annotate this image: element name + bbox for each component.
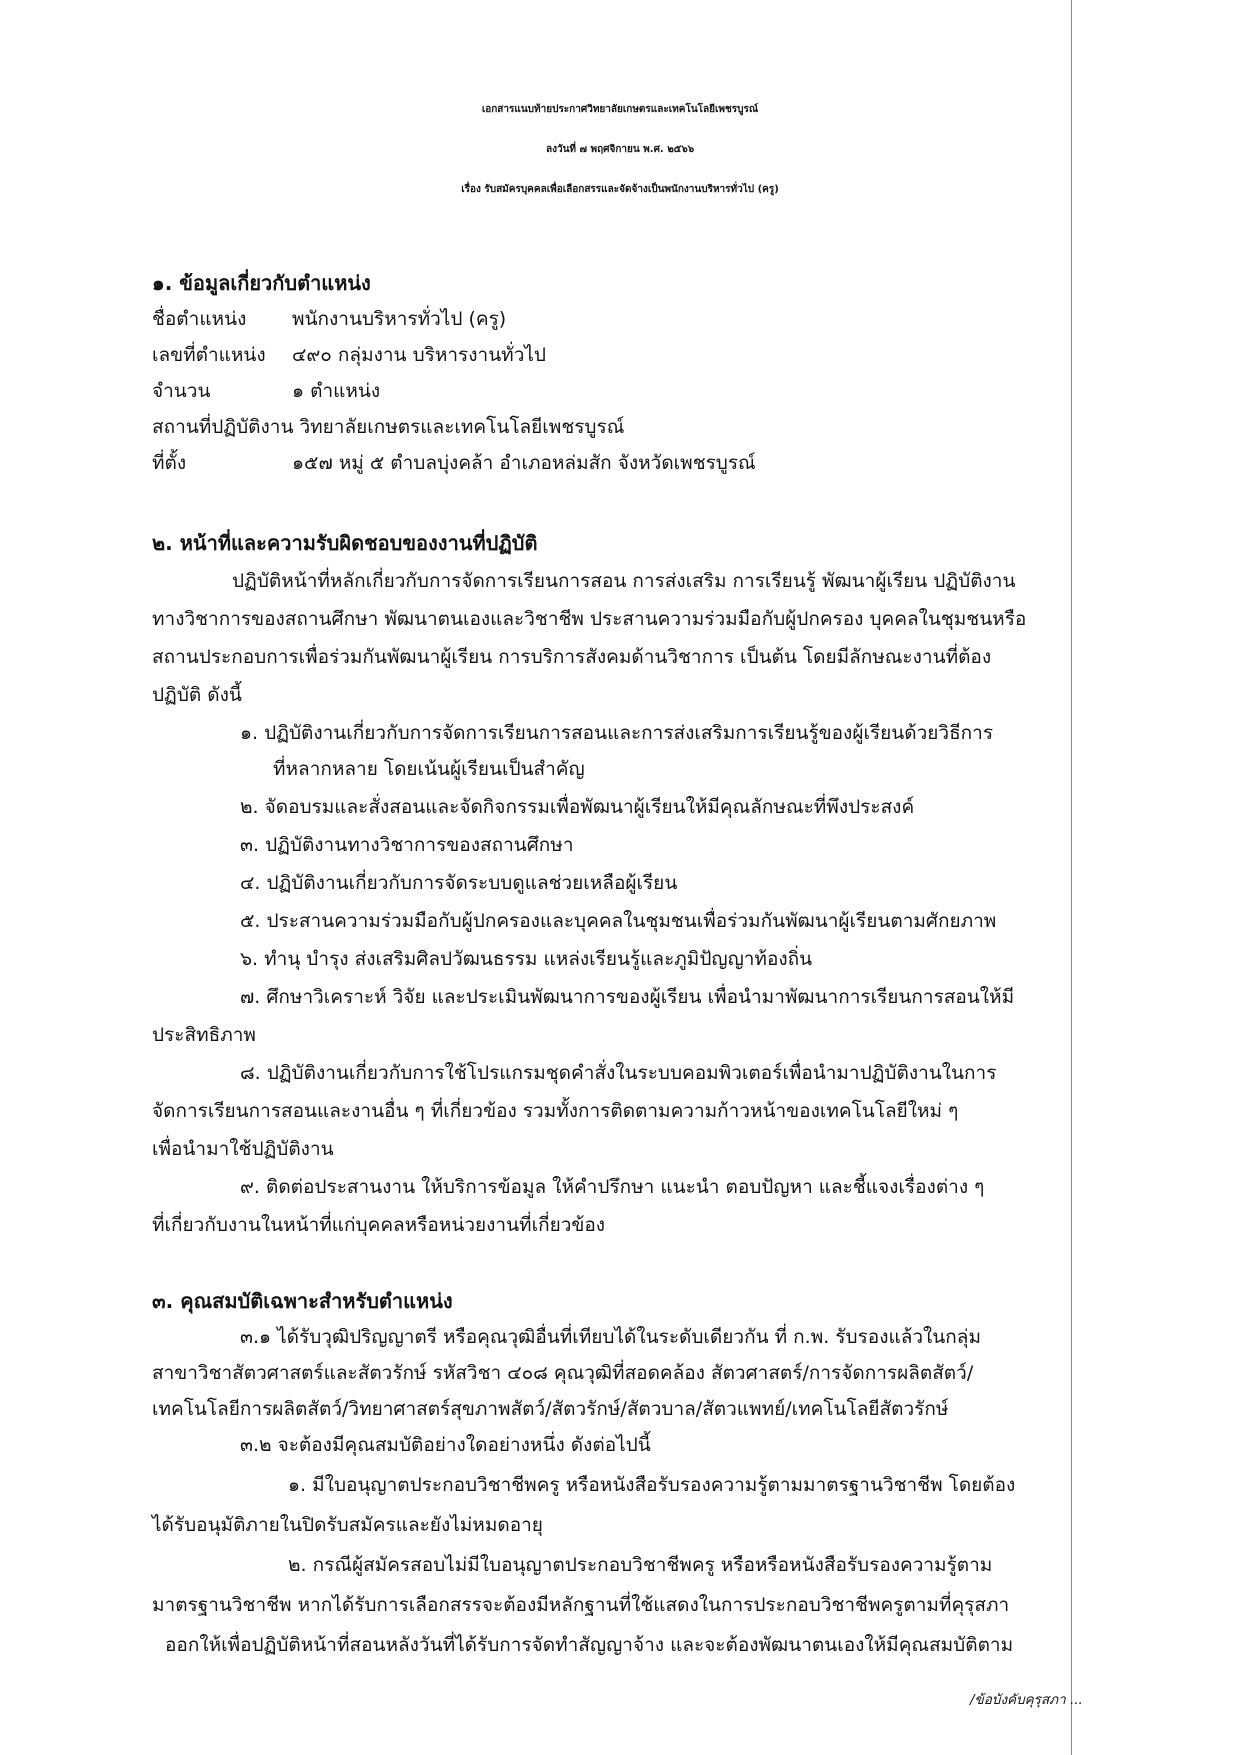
section2-heading: ๒. หน้าที่และความรับผิดชอบของงานที่ปฏิบัติ: [152, 531, 538, 555]
duty-item-3: ๓. ปฏิบัติงานทางวิชาการของสถานศึกษา: [240, 834, 574, 856]
section2-paragraph-line: สถานประกอบการเพื่อร่วมกันพัฒนาผู้เรียน การบริการสังคมด้านวิชาการ เป็นต้น โดยมีลักษณะงานที่ต้อง: [152, 646, 992, 668]
count-label: จำนวน: [152, 380, 211, 402]
scan-edge-line: [1071, 0, 1072, 1755]
location-row: [152, 448, 756, 478]
number-row: [152, 340, 546, 370]
location-value: ๑๕๗ หมู่ ๕ ตำบลบุ่งคล้า อำเภอหล่มสัก จังหวัดเพชรบูรณ์: [292, 452, 756, 474]
section3-heading: ๓. คุณสมบัติเฉพาะสำหรับตำแหน่ง: [152, 1289, 453, 1313]
qualification-3-2: ๓.๒ จะต้องมีคุณสมบัติอย่างใดอย่างหนึ่ง ดังต่อไปนี้: [240, 1434, 651, 1456]
qualification-3-2-item-2-cont: มาตรฐานวิชาชีพ หากได้รับการเลือกสรรจะต้องมีหลักฐานที่ใช้แสดงในการประกอบวิชาชีพครูตามที่คุรุสภา: [152, 1594, 1010, 1616]
number-value: ๔๙๐ กลุ่มงาน บริหารงานทั่วไป: [292, 344, 546, 366]
duty-item-9: ๙. ติดต่อประสานงาน ให้บริการข้อมูล ให้คำปรึกษา แนะนำ ตอบปัญหา และชี้แจงเรื่องต่าง ๆ: [240, 1176, 985, 1198]
qualification-3-2-item-1: ๑. มีใบอนุญาตประกอบวิชาชีพครู หรือหนังสือรับรองความรู้ตามมาตรฐานวิชาชีพ โดยต้อง: [288, 1474, 1016, 1496]
qualification-3-1-cont: สาขาวิชาสัตวศาสตร์และสัตวรักษ์ รหัสวิชา ๔๐๘ คุณวุฒิที่สอดคล้อง สัตวศาสตร์/การจัดการผลิตสัตว์/: [152, 1362, 974, 1384]
qualification-3-2-item-2-cont: ออกให้เพื่อปฏิบัติหน้าที่สอนหลังวันที่ได้รับการจัดทำสัญญาจ้าง และจะต้องพัฒนาตนเองให้มีคุณสมบัติตาม: [165, 1634, 1014, 1656]
duty-item-8-cont: เพื่อนำมาใช้ปฏิบัติงาน: [152, 1138, 334, 1160]
duty-item-7: ๗. ศึกษาวิเคราะห์ วิจัย และประเมินพัฒนาการของผู้เรียน เพื่อนำมาพัฒนาการเรียนการสอนให้มี: [240, 986, 1015, 1008]
qualification-3-1: ๓.๑ ได้รับวุฒิปริญญาตรี หรือคุณวุฒิอื่นที่เทียบได้ในระดับเดียวกัน ที่ ก.พ. รับรองแล้วในกลุ่ม: [240, 1326, 981, 1348]
duty-item-2: ๒. จัดอบรมและสั่งสอนและจัดกิจกรรมเพื่อพัฒนาผู้เรียนให้มีคุณลักษณะที่พึงประสงค์: [240, 796, 915, 818]
count-value: ๑ ตำแหน่ง: [292, 380, 381, 402]
duty-item-9-cont: ที่เกี่ยวกับงานในหน้าที่แก่บุคคลหรือหน่วยงานที่เกี่ยวข้อง: [152, 1214, 606, 1236]
section1-heading: ๑. ข้อมูลเกี่ยวกับตำแหน่ง: [152, 271, 371, 295]
header-date: ลงวันที่ ๗ พฤศจิกายน พ.ศ. ๒๕๖๖: [545, 144, 695, 155]
qualification-3-2-item-2: ๒. กรณีผู้สมัครสอบไม่มีใบอนุญาตประกอบวิชาชีพครู หรือหรือหนังสือรับรองความรู้ตาม: [288, 1554, 993, 1576]
continued-footer: /ข้อบังคับคุรุสภา ...: [970, 1692, 1083, 1708]
location-label: ที่ตั้ง: [152, 452, 187, 474]
duty-item-1-cont: ที่หลากหลาย โดยเน้นผู้เรียนเป็นสำคัญ: [273, 758, 585, 780]
duty-item-8: ๘. ปฏิบัติงานเกี่ยวกับการใช้โปรแกรมชุดคำสั่งในระบบคอมพิวเตอร์เพื่อนำมาปฏิบัติงานในการ: [240, 1062, 997, 1084]
count-row: [152, 376, 380, 406]
duty-item-6: ๖. ทำนุ บำรุง ส่งเสริมศิลปวัฒนธรรม แหล่งเรียนรู้และภูมิปัญญาท้องถิ่น: [240, 948, 813, 970]
workplace-row: สถานที่ปฏิบัติงาน วิทยาลัยเกษตรและเทคโนโลยีเพชรบูรณ์: [152, 416, 625, 438]
section2-paragraph-line: ปฏิบัติ ดังนี้: [152, 684, 242, 706]
qualification-3-2-item-1-cont: ได้รับอนุมัติภายในปิดรับสมัครและยังไม่หมดอายุ: [152, 1514, 543, 1536]
duty-item-5: ๕. ประสานความร่วมมือกับผู้ปกครองและบุคคลในชุมชนเพื่อร่วมกันพัฒนาผู้เรียนตามศักยภาพ: [240, 910, 997, 932]
position-value: พนักงานบริหารทั่วไป (ครู): [292, 308, 507, 330]
number-label: เลขที่ตำแหน่ง: [152, 344, 266, 366]
qualification-3-1-cont: เทคโนโลยีการผลิตสัตว์/วิทยาศาสตร์สุขภาพสัตว์/สัตวรักษ์/สัตวบาล/สัตวแพทย์/เทคโนโลยีสัตวรักษ์: [152, 1398, 949, 1420]
duty-item-4: ๔. ปฏิบัติงานเกี่ยวกับการจัดระบบดูแลช่วยเหลือผู้เรียน: [240, 872, 678, 894]
position-row: [152, 304, 506, 334]
duty-item-7-cont: ประสิทธิภาพ: [152, 1024, 256, 1046]
section2-paragraph-line: ทางวิชาการของสถานศึกษา พัฒนาตนเองและวิชาชีพ ประสานความร่วมมือกับผู้ปกครอง บุคคลในชุมชนหรือ: [152, 608, 1027, 630]
header-subject: เรื่อง รับสมัครบุคคลเพื่อเลือกสรรและจัดจ้างเป็นพนักงานบริหารทั่วไป (ครู): [461, 184, 779, 195]
position-label: ชื่อตำแหน่ง: [152, 308, 247, 330]
document-header: [140, 90, 1100, 210]
duty-item-8-cont: จัดการเรียนการสอนและงานอื่น ๆ ที่เกี่ยวข้อง รวมทั้งการติดตามความก้าวหน้าของเทคโนโลยีใหม่ ๆ: [152, 1100, 959, 1122]
header-title: เอกสารแนบท้ายประกาศวิทยาลัยเกษตรและเทคโนโลยีเพชรบูรณ์: [481, 104, 759, 115]
duty-item-1: ๑. ปฏิบัติงานเกี่ยวกับการจัดการเรียนการสอนและการส่งเสริมการเรียนรู้ของผู้เรียนด้วยวิธีการ: [240, 722, 994, 744]
section2-paragraph-line: ปฏิบัติหน้าที่หลักเกี่ยวกับการจัดการเรียนการสอน การส่งเสริม การเรียนรู้ พัฒนาผู้เรียน ปฏิบัติงาน: [232, 570, 1016, 592]
